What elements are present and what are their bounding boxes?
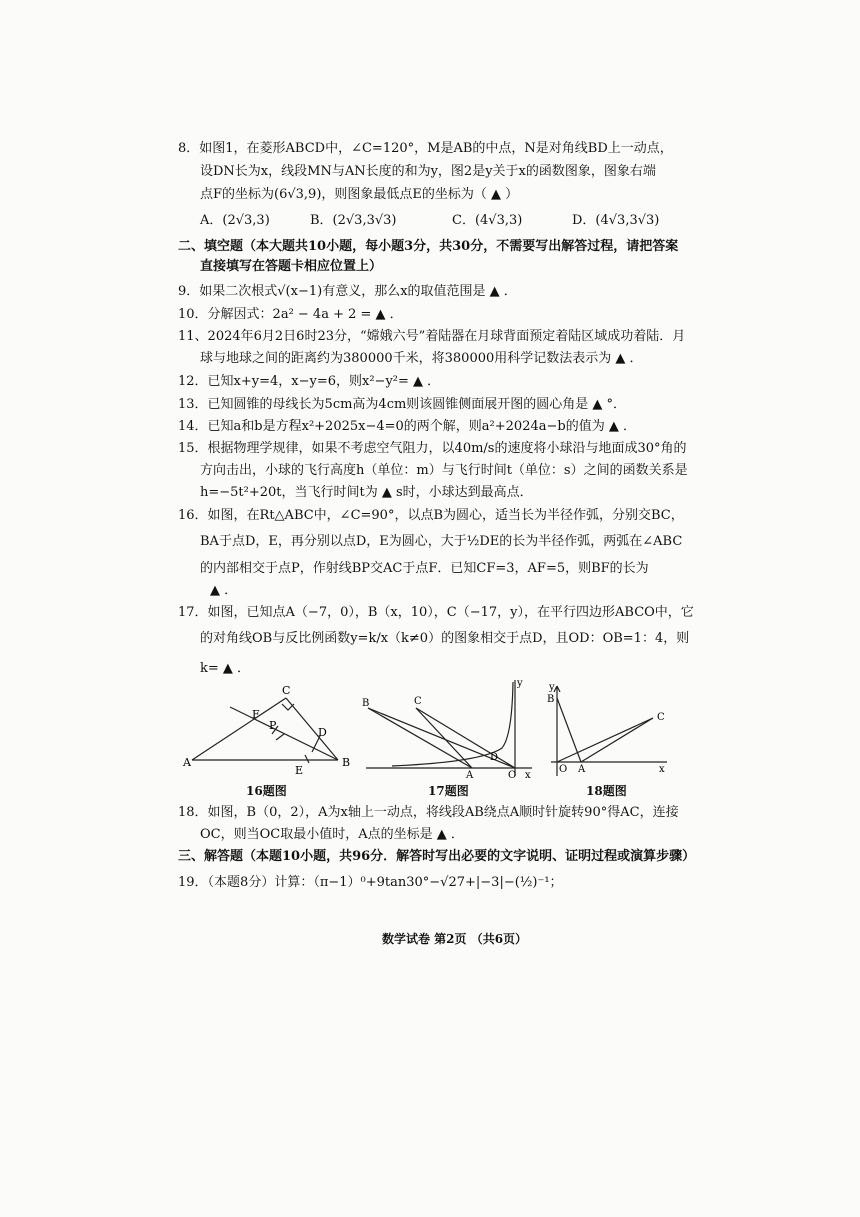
fig18-label-x: x [659, 764, 665, 775]
fig18-label-y: y [549, 682, 555, 693]
q15-line3: h=−5t²+20t，当飞行时间t为 ▲ s时，小球达到最高点． [200, 485, 533, 500]
fig17-label-a: A [466, 770, 474, 781]
q18-line2: OC，则当OC取最小值时，A点的坐标是 ▲ ． [200, 827, 464, 842]
fig17-label-x: x [525, 770, 531, 781]
q13: 13．已知圆锥的母线长为5cm高为4cm则该圆锥侧面展开图的圆心角是 ▲ °． [178, 397, 627, 412]
q8-option-b: B．(2√3,3√3) [310, 213, 397, 228]
fig17-label-b: B [362, 698, 370, 709]
fig18-label-a: A [578, 764, 586, 775]
fig18-label-o: O [559, 764, 568, 775]
q8-line2: 设DN长为x，线段MN与AN长度的和为y，图2是y关于x的函数图象，图象右端 [200, 164, 656, 179]
q14: 14．已知a和b是方程x²+2025x−4=0的两个解，则a²+2024a−b的值为 ▲ ． [178, 419, 636, 434]
q8-option-a: A．(2√3,3) [200, 213, 270, 228]
fig17-caption: 17题图 [428, 784, 469, 798]
q15-line1: 15．根据物理学规律，如果不考虑空气阻力，以40m/s的速度将小球沿与地面成30°角的 [178, 441, 687, 456]
q11-line1: 11、2024年6月2日6时23分，“嫦娥六号”着陆器在月球背面预定着陆区域成功着陆．月 [178, 329, 686, 344]
q8-line1: 8．如图1，在菱形ABCD中，∠C=120°，M是AB的中点，N是对角线BD上一动点， [178, 141, 673, 156]
fig16-label-a: A [183, 756, 191, 769]
fig16-label-d: D [318, 726, 327, 739]
fig17-label-o: O [508, 770, 517, 781]
q16-line1: 16．如图，在Rt△ABC中，∠C=90°，以点B为圆心，适当长为半径作弧，分别交BC， [178, 508, 684, 523]
fig17-label-c: C [414, 696, 422, 707]
q8-line3: 点F的坐标为(6√3,9)，则图象最低点E的坐标为（ ▲ ） [200, 187, 519, 202]
q19: 19．（本题8分）计算：（π−1）⁰+9tan30°−√27+|−3|−(½)⁻¹； [178, 875, 563, 890]
fig18-label-c: C [657, 712, 665, 723]
q9: 9．如果二次根式√(x−1)有意义，那么x的取值范围是 ▲ ． [178, 284, 517, 299]
q16-line3: 的内部相交于点P，作射线BP交AC于点F．已知CF=3，AF=5，则BF的长为 [200, 561, 649, 576]
section3-heading: 三、解答题（本题10小题，共96分．解答时写出必要的文字说明、证明过程或演算步骤） [178, 849, 696, 864]
fig16-caption: 16题图 [246, 784, 287, 798]
figure-18 [545, 676, 675, 782]
q8-option-d: D．(4√3,3√3) [572, 213, 660, 228]
q17-line3: k= ▲ ． [200, 661, 251, 676]
figure-16 [180, 682, 355, 782]
fig16-label-f: F [252, 708, 260, 721]
page-footer: 数学试卷 第2页 （共6页） [382, 932, 528, 946]
fig17-label-y: y [517, 678, 523, 689]
q15-line2: 方向击出，小球的飞行高度h（单位：m）与飞行时间t（单位：s）之间的函数关系是 [200, 463, 688, 478]
fig18-label-b: B [547, 694, 555, 705]
fig17-label-d: D [490, 752, 499, 763]
q10: 10．分解因式：2a² − 4a + 2 = ▲ ． [178, 307, 403, 322]
fig16-label-e: E [295, 764, 304, 777]
q8-option-c: C．(4√3,3) [452, 213, 523, 228]
fig16-label-c: C [282, 684, 291, 697]
q11-line2: 球与地球之间的距离约为380000千米，将380000用科学记数法表示为 ▲ ． [200, 351, 643, 366]
q16-line4: ▲ ． [210, 583, 238, 598]
section2-heading-line2: 直接填写在答题卡相应位置上） [200, 259, 383, 274]
fig18-caption: 18题图 [586, 784, 627, 798]
q18-line1: 18．如图，B（0，2），A为x轴上一动点，将线段AB绕点A顺时针旋转90°得AC，连接 [178, 805, 679, 820]
q12: 12．已知x+y=4，x−y=6，则x²−y²= ▲ ． [178, 374, 441, 389]
q17-line1: 17．如图，已知点A（−7，0），B（x，10），C（−17，y），在平行四边形ABCO中，它 [178, 605, 694, 620]
fig16-label-p: P [269, 719, 277, 732]
q17-line2: 的对角线OB与反比例函数y=k/x（k≠0）的图象相交于点D，且OD：OB=1：4，则 [200, 631, 690, 646]
figure-17 [362, 676, 537, 782]
section2-heading-line1: 二、填空题（本大题共10小题，每小题3分，共30分，不需要写出解答过程，请把答案 [178, 239, 679, 254]
q16-line2: BA于点D，E，再分别以点D，E为圆心，大于½DE的长为半径作弧，两弧在∠ABC [200, 534, 683, 549]
fig16-label-b: B [342, 756, 351, 769]
